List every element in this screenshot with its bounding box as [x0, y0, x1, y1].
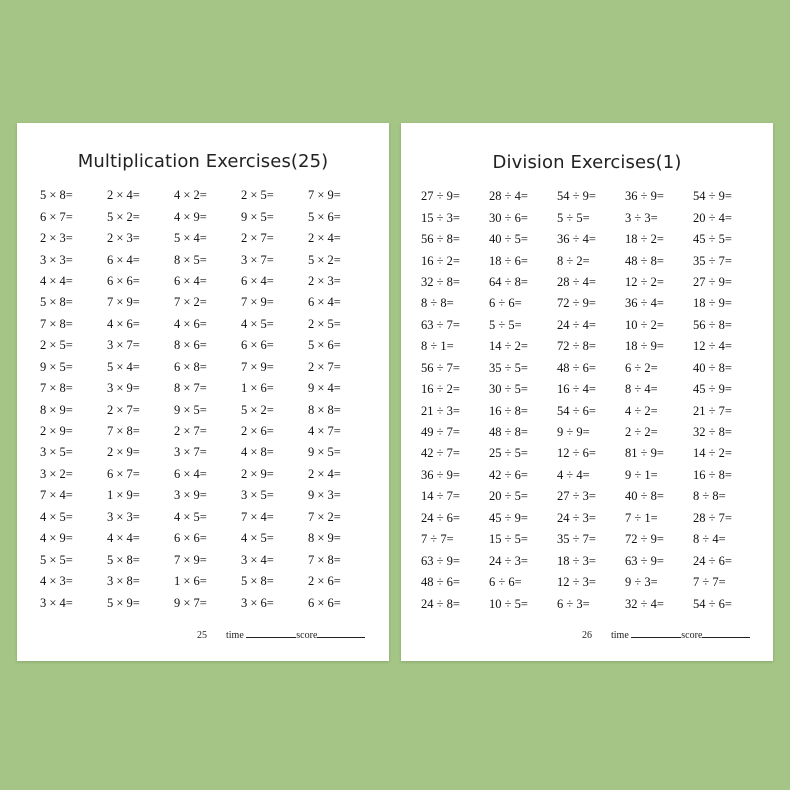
exercise-problem: 3 × 4= — [241, 552, 274, 567]
exercise-problem: 4 × 7= — [308, 424, 341, 439]
exercise-problem: 5 × 8= — [107, 552, 140, 567]
exercise-problem: 7 × 9= — [308, 188, 341, 203]
problem-grid — [421, 186, 761, 615]
exercise-problem: 40 ÷ 5= — [489, 232, 528, 247]
exercise-problem: 18 ÷ 6= — [489, 253, 528, 268]
exercise-problem: 36 ÷ 9= — [421, 467, 460, 482]
exercise-problem: 36 ÷ 9= — [625, 189, 664, 204]
exercise-problem: 7 × 4= — [40, 488, 73, 503]
exercise-problem: 9 × 5= — [308, 445, 341, 460]
exercise-problem: 54 ÷ 6= — [557, 403, 596, 418]
exercise-problem: 42 ÷ 6= — [489, 467, 528, 482]
exercise-problem: 49 ÷ 7= — [421, 425, 460, 440]
exercise-problem: 1 × 9= — [107, 488, 140, 503]
exercise-problem: 3 × 7= — [107, 338, 140, 353]
exercise-problem: 2 × 5= — [40, 338, 73, 353]
exercise-problem: 6 × 4= — [174, 466, 207, 481]
exercise-problem: 48 ÷ 6= — [421, 575, 460, 590]
worksheet-page-division — [401, 123, 773, 661]
exercise-problem: 2 × 6= — [308, 574, 341, 589]
exercise-problem: 4 × 5= — [241, 316, 274, 331]
exercise-problem: 27 ÷ 9= — [693, 274, 732, 289]
exercise-problem: 15 ÷ 5= — [489, 532, 528, 547]
exercise-problem: 7 × 9= — [107, 295, 140, 310]
exercise-problem: 7 × 8= — [107, 424, 140, 439]
exercise-problem: 8 × 7= — [174, 381, 207, 396]
exercise-problem: 6 × 6= — [241, 338, 274, 353]
exercise-problem: 9 ÷ 1= — [625, 467, 658, 482]
exercise-problem: 40 ÷ 8= — [625, 489, 664, 504]
exercise-problem: 1 × 6= — [174, 574, 207, 589]
exercise-problem: 7 × 9= — [241, 295, 274, 310]
score-blank-line — [317, 628, 365, 638]
exercise-problem: 1 × 6= — [241, 381, 274, 396]
exercise-problem: 20 ÷ 4= — [693, 210, 732, 225]
time-blank-line — [246, 628, 296, 638]
exercise-problem: 4 × 6= — [174, 316, 207, 331]
exercise-problem: 4 × 5= — [241, 531, 274, 546]
exercise-problem: 7 × 9= — [241, 359, 274, 374]
exercise-problem: 6 ÷ 3= — [557, 596, 590, 611]
exercise-problem: 12 ÷ 6= — [557, 446, 596, 461]
exercise-problem: 56 ÷ 8= — [693, 317, 732, 332]
exercise-problem: 5 × 2= — [107, 209, 140, 224]
exercise-problem: 24 ÷ 4= — [557, 317, 596, 332]
exercise-problem: 27 ÷ 9= — [421, 189, 460, 204]
exercise-problem: 32 ÷ 4= — [625, 596, 664, 611]
score-label: score — [681, 630, 703, 641]
page-number: 26 — [582, 630, 592, 641]
exercise-problem: 45 ÷ 9= — [489, 510, 528, 525]
exercise-problem: 2 × 4= — [308, 231, 341, 246]
exercise-problem: 7 × 4= — [241, 509, 274, 524]
exercise-problem: 81 ÷ 9= — [625, 446, 664, 461]
exercise-problem: 9 × 3= — [308, 488, 341, 503]
exercise-problem: 4 × 4= — [40, 273, 73, 288]
exercise-problem: 48 ÷ 8= — [489, 425, 528, 440]
exercise-problem: 56 ÷ 8= — [421, 232, 460, 247]
exercise-problem: 8 ÷ 2= — [557, 253, 590, 268]
exercise-problem: 5 × 9= — [107, 595, 140, 610]
exercise-problem: 6 × 4= — [241, 273, 274, 288]
exercise-problem: 30 ÷ 5= — [489, 382, 528, 397]
exercise-problem: 16 ÷ 8= — [489, 403, 528, 418]
exercise-problem: 28 ÷ 7= — [693, 510, 732, 525]
exercise-problem: 2 ÷ 2= — [625, 425, 658, 440]
exercise-problem: 63 ÷ 9= — [625, 553, 664, 568]
exercise-problem: 16 ÷ 4= — [557, 382, 596, 397]
exercise-problem: 18 ÷ 3= — [557, 553, 596, 568]
exercise-problem: 3 × 3= — [107, 509, 140, 524]
exercise-problem: 9 × 5= — [174, 402, 207, 417]
exercise-problem: 4 ÷ 4= — [557, 467, 590, 482]
time-label: time — [226, 630, 244, 641]
exercise-problem: 5 × 4= — [174, 231, 207, 246]
exercise-problem: 6 × 7= — [40, 209, 73, 224]
exercise-problem: 7 × 8= — [40, 381, 73, 396]
exercise-problem: 2 × 7= — [308, 359, 341, 374]
exercise-problem: 25 ÷ 5= — [489, 446, 528, 461]
exercise-problem: 7 × 8= — [308, 552, 341, 567]
exercise-problem: 32 ÷ 8= — [421, 274, 460, 289]
exercise-problem: 5 × 8= — [241, 574, 274, 589]
exercise-problem: 35 ÷ 7= — [557, 532, 596, 547]
exercise-problem: 15 ÷ 3= — [421, 210, 460, 225]
exercise-problem: 4 × 5= — [174, 509, 207, 524]
exercise-problem: 3 × 3= — [40, 252, 73, 267]
exercise-problem: 6 × 4= — [174, 273, 207, 288]
exercise-problem: 2 × 7= — [174, 424, 207, 439]
exercise-problem: 3 ÷ 3= — [625, 210, 658, 225]
exercise-problem: 2 × 3= — [40, 231, 73, 246]
exercise-problem: 6 × 6= — [107, 273, 140, 288]
exercise-problem: 5 × 2= — [241, 402, 274, 417]
exercise-problem: 7 × 2= — [174, 295, 207, 310]
exercise-problem: 7 ÷ 7= — [693, 575, 726, 590]
exercise-problem: 14 ÷ 2= — [693, 446, 732, 461]
exercise-problem: 2 × 5= — [308, 316, 341, 331]
exercise-problem: 16 ÷ 2= — [421, 253, 460, 268]
exercise-problem: 5 × 4= — [107, 359, 140, 374]
exercise-problem: 54 ÷ 9= — [693, 189, 732, 204]
exercise-problem: 10 ÷ 2= — [625, 317, 664, 332]
exercise-problem: 8 ÷ 4= — [693, 532, 726, 547]
exercise-problem: 6 ÷ 6= — [489, 296, 522, 311]
exercise-problem: 6 × 6= — [308, 595, 341, 610]
exercise-problem: 7 ÷ 7= — [421, 532, 454, 547]
exercise-problem: 9 × 5= — [40, 359, 73, 374]
exercise-problem: 8 × 8= — [308, 402, 341, 417]
exercise-problem: 54 ÷ 6= — [693, 596, 732, 611]
exercise-problem: 6 ÷ 2= — [625, 360, 658, 375]
exercise-problem: 45 ÷ 5= — [693, 232, 732, 247]
exercise-problem: 8 × 5= — [174, 252, 207, 267]
exercise-problem: 36 ÷ 4= — [557, 232, 596, 247]
exercise-problem: 6 × 4= — [308, 295, 341, 310]
exercise-problem: 9 × 4= — [308, 381, 341, 396]
exercise-problem: 16 ÷ 2= — [421, 382, 460, 397]
exercise-problem: 56 ÷ 7= — [421, 360, 460, 375]
exercise-problem: 40 ÷ 8= — [693, 360, 732, 375]
exercise-problem: 5 ÷ 5= — [557, 210, 590, 225]
exercise-problem: 8 ÷ 1= — [421, 339, 454, 354]
exercise-problem: 2 × 7= — [241, 231, 274, 246]
exercise-problem: 9 ÷ 9= — [557, 425, 590, 440]
exercise-problem: 7 ÷ 1= — [625, 510, 658, 525]
exercise-problem: 4 × 3= — [40, 574, 73, 589]
exercise-problem: 4 × 6= — [107, 316, 140, 331]
exercise-problem: 2 × 6= — [241, 424, 274, 439]
exercise-problem: 4 × 4= — [107, 531, 140, 546]
exercise-problem: 9 × 5= — [241, 209, 274, 224]
exercise-problem: 24 ÷ 3= — [489, 553, 528, 568]
exercise-problem: 3 × 6= — [241, 595, 274, 610]
exercise-problem: 8 ÷ 8= — [421, 296, 454, 311]
exercise-problem: 28 ÷ 4= — [489, 189, 528, 204]
page-footer — [197, 628, 365, 641]
page-title: Division Exercises(1) — [492, 152, 682, 173]
time-blank-line — [631, 628, 681, 638]
exercise-problem: 18 ÷ 9= — [625, 339, 664, 354]
exercise-problem: 12 ÷ 2= — [625, 274, 664, 289]
exercise-problem: 48 ÷ 8= — [625, 253, 664, 268]
exercise-problem: 4 ÷ 2= — [625, 403, 658, 418]
exercise-problem: 7 × 8= — [40, 316, 73, 331]
exercise-problem: 72 ÷ 8= — [557, 339, 596, 354]
exercise-problem: 8 × 6= — [174, 338, 207, 353]
problem-grid — [40, 185, 375, 614]
exercise-problem: 5 × 6= — [308, 209, 341, 224]
exercise-problem: 3 × 5= — [241, 488, 274, 503]
score-blank-line — [702, 628, 750, 638]
exercise-problem: 2 × 9= — [40, 424, 73, 439]
exercise-problem: 45 ÷ 9= — [693, 382, 732, 397]
exercise-problem: 2 × 4= — [107, 188, 140, 203]
exercise-problem: 20 ÷ 5= — [489, 489, 528, 504]
exercise-problem: 27 ÷ 3= — [557, 489, 596, 504]
exercise-problem: 8 × 9= — [40, 402, 73, 417]
exercise-problem: 12 ÷ 3= — [557, 575, 596, 590]
page-footer — [582, 628, 750, 641]
exercise-problem: 6 ÷ 6= — [489, 575, 522, 590]
page-title: Multiplication Exercises(25) — [77, 151, 329, 172]
exercise-problem: 5 × 8= — [40, 188, 73, 203]
exercise-problem: 5 × 2= — [308, 252, 341, 267]
exercise-problem: 72 ÷ 9= — [557, 296, 596, 311]
exercise-problem: 21 ÷ 7= — [693, 403, 732, 418]
exercise-problem: 24 ÷ 6= — [693, 553, 732, 568]
exercise-problem: 32 ÷ 8= — [693, 425, 732, 440]
exercise-problem: 6 × 8= — [174, 359, 207, 374]
exercise-problem: 3 × 7= — [174, 445, 207, 460]
exercise-problem: 24 ÷ 6= — [421, 510, 460, 525]
exercise-problem: 42 ÷ 7= — [421, 446, 460, 461]
exercise-problem: 7 × 9= — [174, 552, 207, 567]
exercise-problem: 12 ÷ 4= — [693, 339, 732, 354]
exercise-problem: 5 × 6= — [308, 338, 341, 353]
exercise-problem: 24 ÷ 3= — [557, 510, 596, 525]
exercise-problem: 6 × 4= — [107, 252, 140, 267]
exercise-problem: 5 × 8= — [40, 295, 73, 310]
exercise-problem: 2 × 7= — [107, 402, 140, 417]
exercise-problem: 2 × 9= — [241, 466, 274, 481]
exercise-problem: 6 × 6= — [174, 531, 207, 546]
exercise-problem: 8 ÷ 8= — [693, 489, 726, 504]
exercise-problem: 18 ÷ 2= — [625, 232, 664, 247]
exercise-problem: 16 ÷ 8= — [693, 467, 732, 482]
exercise-problem: 3 × 4= — [40, 595, 73, 610]
exercise-problem: 3 × 8= — [107, 574, 140, 589]
exercise-problem: 8 × 9= — [308, 531, 341, 546]
exercise-problem: 4 × 5= — [40, 509, 73, 524]
exercise-problem: 63 ÷ 7= — [421, 317, 460, 332]
exercise-problem: 2 × 5= — [241, 188, 274, 203]
exercise-problem: 28 ÷ 4= — [557, 274, 596, 289]
exercise-problem: 8 ÷ 4= — [625, 382, 658, 397]
exercise-problem: 3 × 2= — [40, 466, 73, 481]
exercise-problem: 21 ÷ 3= — [421, 403, 460, 418]
exercise-problem: 72 ÷ 9= — [625, 532, 664, 547]
exercise-problem: 6 × 7= — [107, 466, 140, 481]
exercise-problem: 4 × 9= — [174, 209, 207, 224]
exercise-problem: 36 ÷ 4= — [625, 296, 664, 311]
score-label: score — [296, 630, 318, 641]
exercise-problem: 64 ÷ 8= — [489, 274, 528, 289]
exercise-problem: 18 ÷ 9= — [693, 296, 732, 311]
exercise-problem: 5 ÷ 5= — [489, 317, 522, 332]
exercise-problem: 2 × 3= — [107, 231, 140, 246]
exercise-problem: 2 × 4= — [308, 466, 341, 481]
exercise-problem: 4 × 2= — [174, 188, 207, 203]
exercise-problem: 63 ÷ 9= — [421, 553, 460, 568]
exercise-problem: 5 × 5= — [40, 552, 73, 567]
exercise-problem: 24 ÷ 8= — [421, 596, 460, 611]
exercise-problem: 3 × 7= — [241, 252, 274, 267]
exercise-problem: 48 ÷ 6= — [557, 360, 596, 375]
exercise-problem: 30 ÷ 6= — [489, 210, 528, 225]
exercise-problem: 3 × 9= — [107, 381, 140, 396]
worksheet-page-multiplication — [17, 123, 389, 661]
exercise-problem: 7 × 2= — [308, 509, 341, 524]
exercise-problem: 35 ÷ 5= — [489, 360, 528, 375]
exercise-problem: 3 × 5= — [40, 445, 73, 460]
time-label: time — [611, 630, 629, 641]
page-number: 25 — [197, 630, 207, 641]
exercise-problem: 35 ÷ 7= — [693, 253, 732, 268]
exercise-problem: 54 ÷ 9= — [557, 189, 596, 204]
exercise-problem: 2 × 9= — [107, 445, 140, 460]
exercise-problem: 2 × 3= — [308, 273, 341, 288]
exercise-problem: 10 ÷ 5= — [489, 596, 528, 611]
exercise-problem: 9 ÷ 3= — [625, 575, 658, 590]
exercise-problem: 9 × 7= — [174, 595, 207, 610]
exercise-problem: 14 ÷ 7= — [421, 489, 460, 504]
exercise-problem: 4 × 8= — [241, 445, 274, 460]
exercise-problem: 4 × 9= — [40, 531, 73, 546]
exercise-problem: 14 ÷ 2= — [489, 339, 528, 354]
exercise-problem: 3 × 9= — [174, 488, 207, 503]
